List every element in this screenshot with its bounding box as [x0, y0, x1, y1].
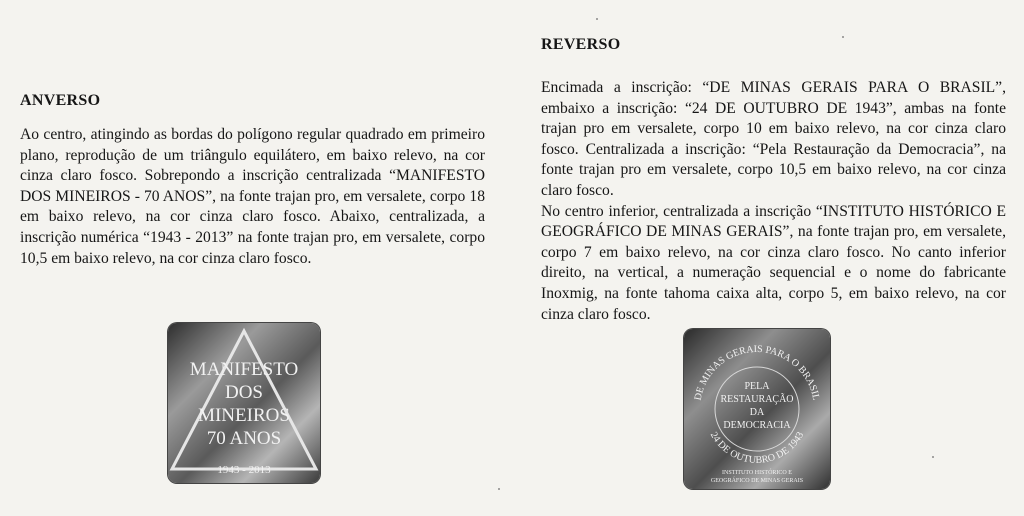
reverso-medal-image [684, 329, 830, 489]
anverso-heading: ANVERSO [20, 92, 101, 109]
anverso-medal-image [168, 323, 320, 483]
reverso-description-1: Encimada a inscrição: “DE MINAS GERAIS PARA O BRASIL”, embaixo a inscrição: “24 DE OUTUBRO DE 1943”, ambas na fonte trajan pro em versalete, corpo 10 em baixo relevo, na cor cinza claro fosco. Centralizada a inscrição: “Pela Restauração da Democracia”, na fonte trajan pro em versalete, corpo 10,5 em baixo relevo, na cor cinza claro fosco. [541, 79, 1006, 199]
reverso-section [541, 36, 1006, 325]
medal-line-1: MANIFESTO [189, 359, 299, 380]
medal-center-line-2: RESTAURAÇÃO [720, 394, 794, 405]
medal-center-line-4: DEMOCRACIA [723, 420, 791, 431]
anverso-section [20, 92, 485, 269]
medal-line-3: MINEIROS [198, 405, 290, 426]
reverso-description-2: No centro inferior, centralizada a inscrição “INSTITUTO HISTÓRICO E GEOGRÁFICO DE MINAS GERAIS”, na fonte trajan pro, em versalete, corpo 7 em baixo relevo, na cor cinza claro fosco. No canto inferior direito, na vertical, a numeração sequencial e o nome do fabricante Inoxmig, na fonte tahoma caixa alta, corpo 5, em baixo relevo, na cor cinza claro fosco. [541, 202, 1006, 323]
medal-line-4: 70 ANOS [206, 428, 282, 449]
anverso-medal-art [168, 323, 320, 483]
reverso-medal-art [684, 329, 830, 489]
medal-arc-top: DE MINAS GERAIS PARA O BRASIL [692, 343, 822, 402]
scan-speck [596, 18, 598, 20]
medal-center-line-1: PELA [744, 381, 770, 392]
anverso-description: Ao centro, atingindo as bordas do polígono regular quadrado em primeiro plano, reprodução de um triângulo equilátero, em baixo relevo, na cor cinza claro fosco. Sobrepondo a inscrição centralizada “MANIFESTO DOS MINEIROS - 70 ANOS”, na fonte trajan pro, em versalete, corpo 18 em baixo relevo, na cor cinza claro fosco. Abaixo, centralizada, a inscrição numérica “1943 - 2013” na fonte trajan pro, em versalete, corpo 10,5 em baixo relevo, na cor cinza claro fosco. [20, 126, 485, 267]
scan-speck [842, 36, 844, 38]
medal-bottom-line-2: GEOGRÁFICO DE MINAS GERAIS [710, 478, 804, 484]
medal-bottom-line-1: INSTITUTO HISTÓRICO E [722, 470, 792, 476]
scan-speck [932, 456, 934, 458]
medal-years: 1943 - 2013 [217, 464, 271, 476]
medal-arc-bottom: 24 DE OUTUBRO DE 1943 [707, 430, 807, 466]
scan-speck [498, 488, 500, 490]
medal-line-2: DOS [224, 382, 264, 403]
medal-center-line-3: DA [749, 407, 765, 418]
reverso-heading: REVERSO [541, 36, 621, 53]
